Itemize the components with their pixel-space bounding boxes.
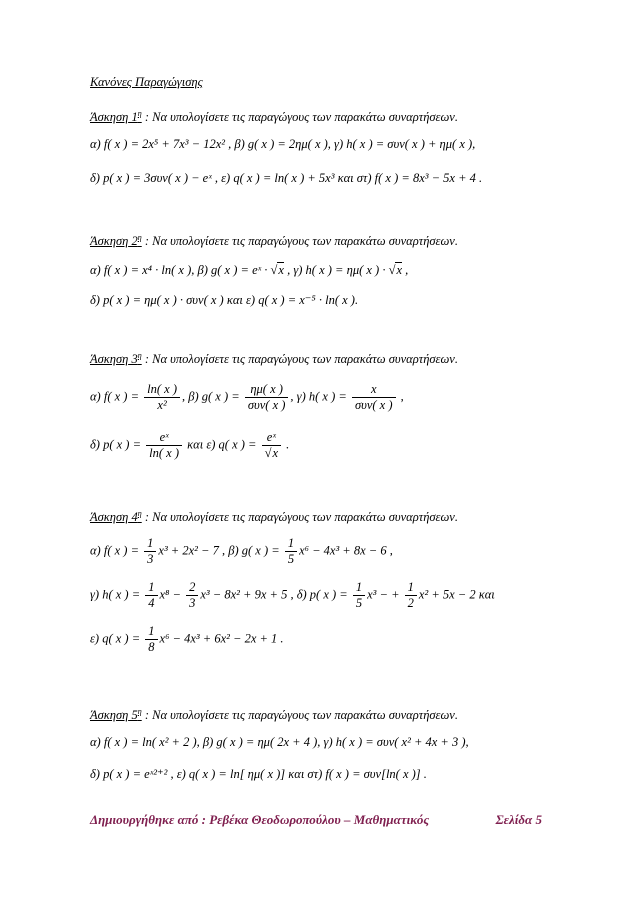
exercise-4-line-2: γ) h( x ) = $\frac{1}{4}$ x⁸ − $\frac{2}{3}$ x³ − 8x² + 9x + 5 , δ) p( x ) = $\frac{1}{5}$ x³ − + $\frac{1}{2}$ x² + 5x − 2 και [90, 580, 495, 610]
page-footer [90, 812, 542, 828]
fraction: $\frac{\text{eˣ}}{√x}$ [262, 430, 281, 461]
fraction: $\frac{1}{2}$ [405, 580, 417, 611]
sqrt-x: x [396, 263, 403, 277]
exercise-5-line-1: α) f( x ) = ln( x² + 2 ), β) g( x ) = ημ( 2x + 4 ), γ) h( x ) = συν( x² + 4x + 3 ), [90, 735, 469, 749]
exercise-3-heading [90, 348, 458, 367]
footer-author: Δημιουργήθηκε από : Ρεβέκα Θεοδωροπούλου – Μαθηματικός [90, 812, 430, 827]
fraction: $\frac{1}{8}$ [145, 624, 157, 655]
exercise-2-label: Άσκηση $2^\eta$ [90, 233, 142, 249]
exercise-1-line-1: α) f( x ) = 2x⁵ + 7x³ − 12x² , β) g( x ) = 2ημ( x ), γ) h( x ) = συν( x ) + ημ( x ), [90, 137, 476, 151]
fraction: $\frac{\text{eˣ}}{\ln( x )}$ [146, 430, 182, 461]
exercise-3-line-2: δ) p( x ) = $\frac{\text{eˣ}}{\ln( x )}$ και ε) q( x ) = $\frac{\text{eˣ}}{√x}$ . [90, 430, 290, 460]
sqrt-x: x [278, 263, 284, 277]
fraction: $\frac{2}{3}$ [186, 580, 198, 611]
fraction: $\frac{1}{4}$ [145, 580, 157, 611]
exercise-5-label: Άσκηση $5^\eta$ [90, 707, 142, 723]
exercise-4-heading [90, 506, 458, 525]
exercise-1-label: Άσκηση $1^\eta$ [90, 109, 142, 125]
exercise-1-heading [90, 106, 458, 125]
exercise-3-instruction: : Να υπολογίσετε τις παραγώγους των παρακάτω συναρτήσεων. [141, 352, 458, 367]
exercise-5-instruction: : Να υπολογίσετε τις παραγώγους των παρακάτω συναρτήσεων. [141, 708, 458, 723]
exercise-4-label: Άσκηση $4^\eta$ [90, 509, 142, 525]
exercise-3-label: Άσκηση $3^\eta$ [90, 351, 142, 367]
exercise-5-line-2: δ) p( x ) = eˣ²⁺² , ε) q( x ) = ln[ ημ( x )] και στ) f( x ) = συν[ln( x )] . [90, 767, 427, 781]
exercise-1-line-2: δ) p( x ) = 3συν( x ) − eˣ , ε) q( x ) = ln( x ) + 5x³ και στ) f( x ) = 8x³ − 5x + 4 . [90, 171, 483, 185]
exercise-3-line-1: α) f( x ) = $\frac{\ln( x )}{\text{x²}}$ , β) g( x ) = $\frac{\eta\mu( x )}{\text{συν( x )}}$ , γ) h( x ) = $\frac{x}{\text{συν( x )}}$ , [90, 382, 404, 412]
fraction: $\frac{1}{3}$ [144, 536, 156, 567]
exercise-2-heading [90, 230, 458, 249]
exercise-1-instruction: : Να υπολογίσετε τις παραγώγους των παρακάτω συναρτήσεων. [141, 110, 458, 125]
fraction: $\frac{1}{5}$ [353, 580, 365, 611]
exercise-2-line-1: α) f( x ) = x⁴ · ln( x ), β) g( x ) = eˣ · √x , γ) h( x ) = ημ( x ) · √x , [90, 263, 409, 277]
exercise-4-line-3: ε) q( x ) = $\frac{1}{8}$ x⁶ − 4x³ + 6x² − 2x + 1 . [90, 624, 284, 654]
fraction: $\frac{x}{\text{συν( x )}}$ [352, 382, 396, 413]
page-title: Κανόνες Παραγώγισης [90, 75, 203, 89]
exercise-5-heading [90, 704, 458, 723]
exercise-2-instruction: : Να υπολογίσετε τις παραγώγους των παρακάτω συναρτήσεων. [141, 234, 458, 249]
exercise-2-line-2: δ) p( x ) = ημ( x ) · συν( x ) και ε) q( x ) = x⁻⁵ · ln( x ). [90, 293, 359, 307]
footer-page-number: Σελίδα 5 [495, 812, 542, 827]
fraction: $\frac{\eta\mu( x )}{\text{συν( x )}}$ [245, 382, 289, 413]
exercise-4-instruction: : Να υπολογίσετε τις παραγώγους των παρακάτω συναρτήσεων. [141, 510, 458, 525]
exercise-4-line-1: α) f( x ) = $\frac{1}{3}$ x³ + 2x² − 7 , β) g( x ) = $\frac{1}{5}$ x⁶ − 4x³ + 8x − 6 , [90, 536, 393, 566]
fraction: $\frac{1}{5}$ [285, 536, 297, 567]
fraction: $\frac{\ln( x )}{\text{x²}}$ [144, 382, 180, 413]
